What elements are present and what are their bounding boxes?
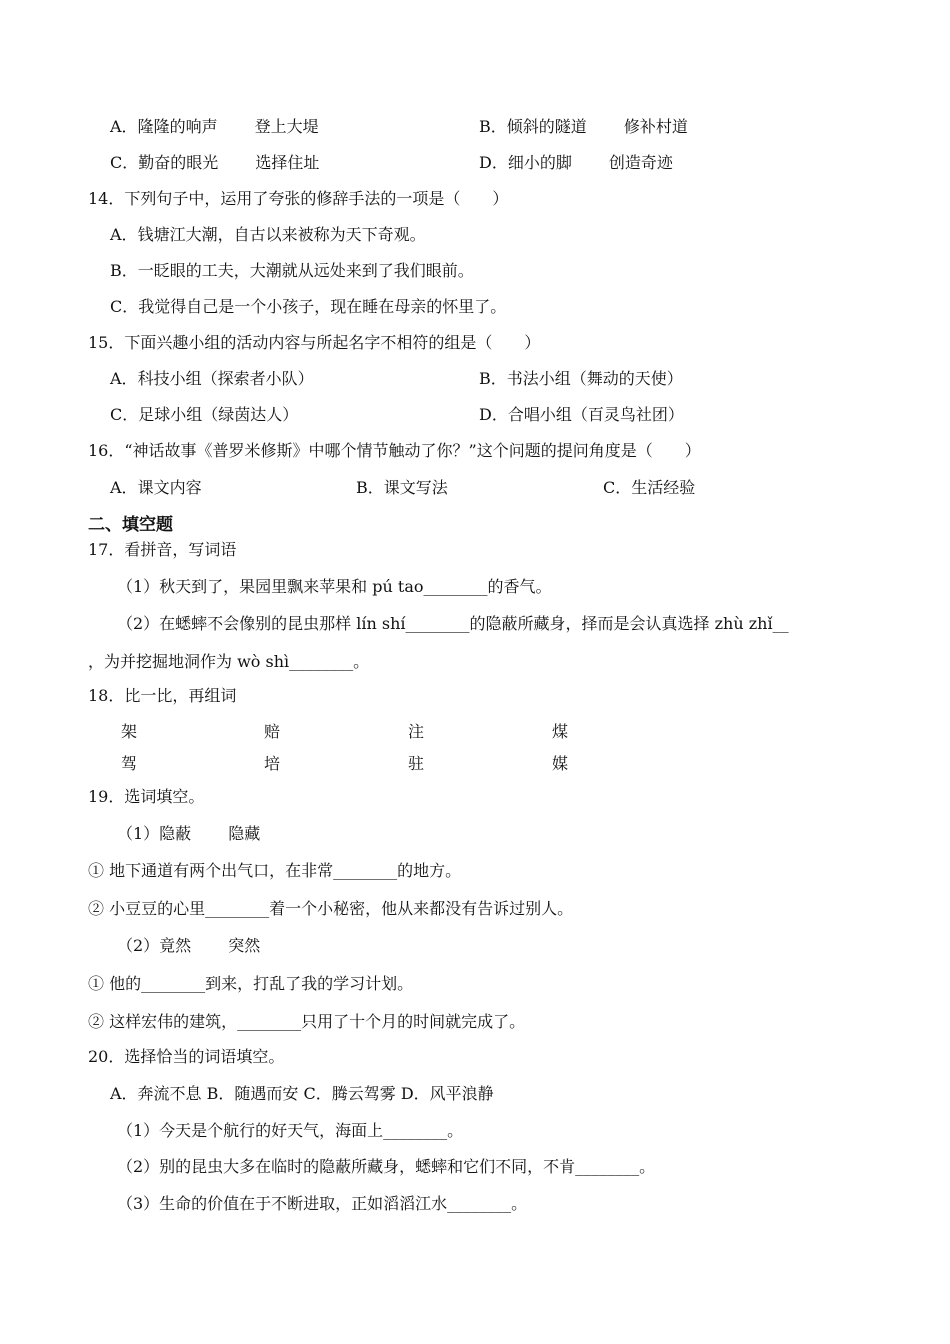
q17-stem: 17．看拼音，写词语 — [88, 540, 237, 559]
q16-option-b — [356, 478, 448, 498]
q20-options: A．奔流不息 B．随遇而安 C．腾云驾雾 D．风平浪静 — [110, 1084, 494, 1103]
q15-option-a — [110, 369, 314, 389]
option-text: 钱塘江大潮，自古以来被称为天下奇观。 — [137, 225, 426, 244]
q15-option-c — [110, 405, 298, 425]
option-label: D． — [479, 153, 508, 172]
option-text: 课文内容 — [137, 478, 202, 497]
option-label: C． — [603, 478, 632, 497]
q18-char: 驾 — [121, 754, 138, 773]
q19-stem: 19．选词填空。 — [88, 787, 205, 806]
q20-item-3: （3）生命的价值在于不断进取，正如滔滔江水________。 — [117, 1194, 528, 1213]
q16-option-a — [110, 478, 202, 498]
option-label: A． — [110, 225, 138, 244]
q19-sentence-3: ① 他的________到来，打乱了我的学习计划。 — [88, 974, 414, 993]
q14-stem: 14．下列句子中，运用了夸张的修辞手法的一项是（ ） — [88, 189, 509, 208]
q19-group-2: （2）竟然 突然 — [117, 936, 261, 955]
q19-group-1: （1）隐蔽 隐藏 — [117, 824, 261, 843]
q17-item-2-cont: ，为并挖掘地洞作为 wò shì________。 — [88, 652, 370, 671]
q20-stem: 20．选择恰当的词语填空。 — [88, 1047, 285, 1066]
q15-stem: 15．下面兴趣小组的活动内容与所起名字不相符的组是（ ） — [88, 333, 541, 352]
option-label: B． — [479, 117, 507, 136]
q13-option-b — [479, 117, 688, 137]
option-label: C． — [110, 153, 139, 172]
q13-option-c — [110, 153, 319, 173]
q15-option-b — [479, 369, 683, 389]
q17-item-2: （2）在蟋蟀不会像别的昆虫那样 lín shí________的隐蔽所藏身，择而是会认真选择 zhù zhǐ__ — [117, 614, 789, 633]
section-heading-fill-blank: 二、填空题 — [88, 515, 173, 535]
q18-char: 媒 — [552, 754, 569, 773]
option-label: C． — [110, 297, 139, 316]
q16-option-c — [603, 478, 695, 498]
option-text: 我觉得自己是一个小孩子，现在睡在母亲的怀里了。 — [138, 297, 507, 316]
q13-option-a — [110, 117, 319, 137]
option-text: 倾斜的隧道 修补村道 — [506, 117, 688, 136]
option-label: B． — [479, 369, 507, 388]
option-text: 课文写法 — [383, 478, 448, 497]
q18-char: 注 — [408, 722, 425, 741]
q17-item-1: （1）秋天到了，果园里飘来苹果和 pú tao________的香气。 — [117, 577, 552, 596]
q20-item-2: （2）别的昆虫大多在临时的隐蔽所藏身，蟋蟀和它们不同，不肯________。 — [117, 1157, 656, 1176]
q18-char: 煤 — [552, 722, 569, 741]
q18-char: 驻 — [408, 754, 425, 773]
option-text: 书法小组（舞动的天使） — [506, 369, 683, 388]
q19-sentence-1: ① 地下通道有两个出气口，在非常________的地方。 — [88, 861, 462, 880]
q18-char: 赔 — [264, 722, 281, 741]
option-text: 足球小组（绿茵达人） — [138, 405, 299, 424]
option-text: 一眨眼的工夫，大潮就从远处来到了我们眼前。 — [137, 261, 474, 280]
option-text: 细小的脚 创造奇迹 — [507, 153, 673, 172]
option-text: 隆隆的响声 登上大堤 — [137, 117, 319, 136]
q14-option-a — [110, 225, 426, 245]
option-label: C． — [110, 405, 139, 424]
q19-sentence-2: ② 小豆豆的心里________着一个小秘密，他从来都没有告诉过别人。 — [88, 899, 574, 918]
q13-option-d — [479, 153, 673, 173]
q18-char: 架 — [121, 722, 138, 741]
q18-stem: 18．比一比，再组词 — [88, 686, 237, 705]
q15-option-d — [479, 405, 684, 425]
q19-sentence-4: ② 这样宏伟的建筑，________只用了十个月的时间就完成了。 — [88, 1012, 526, 1031]
option-text: 勤奋的眼光 选择住址 — [138, 153, 320, 172]
option-label: B． — [110, 261, 138, 280]
option-label: B． — [356, 478, 384, 497]
option-text: 科技小组（探索者小队） — [137, 369, 314, 388]
option-label: D． — [479, 405, 508, 424]
q18-char: 培 — [264, 754, 281, 773]
option-text: 合唱小组（百灵鸟社团） — [507, 405, 684, 424]
q14-option-c — [110, 297, 506, 317]
option-text: 生活经验 — [631, 478, 696, 497]
q20-item-1: （1）今天是个航行的好天气，海面上________。 — [117, 1121, 464, 1140]
q14-option-b — [110, 261, 474, 281]
q16-stem: 16．“神话故事《普罗米修斯》中哪个情节触动了你？”这个问题的提问角度是（ ） — [88, 441, 701, 460]
option-label: A． — [110, 117, 138, 136]
option-label: A． — [110, 369, 138, 388]
option-label: A． — [110, 478, 138, 497]
